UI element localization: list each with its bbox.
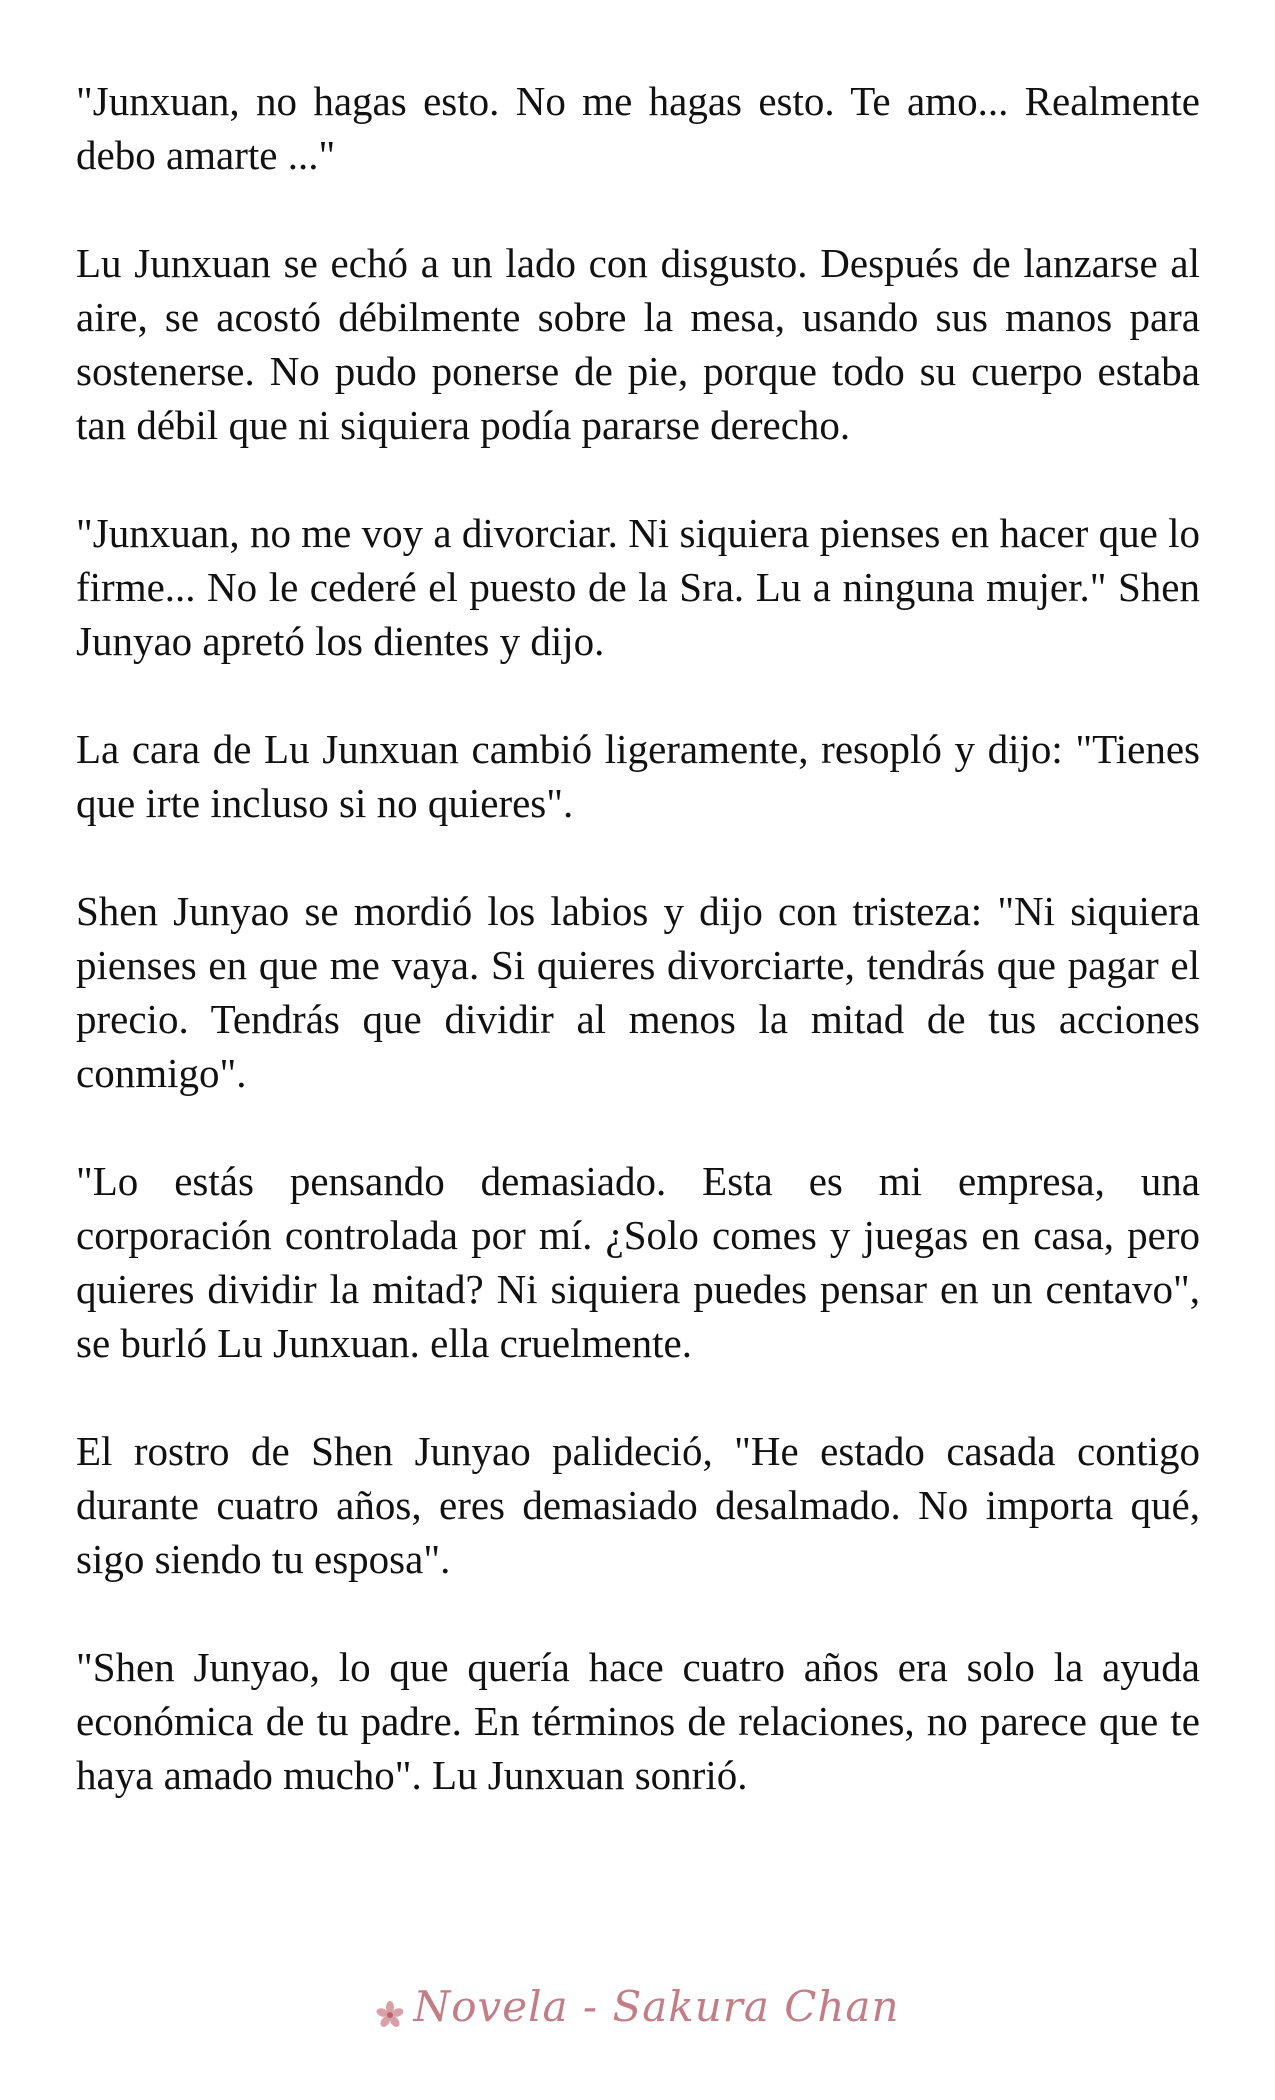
sakura-flower-icon [375,1991,405,2021]
paragraph-1: "Junxuan, no hagas esto. No me hagas esto. Te amo... Realmente debo amarte ..." [76,78,1200,178]
story-text [76,74,1200,1802]
paragraph-7: El rostro de Shen Junyao palideció, "He estado casada contigo durante cuatro años, eres demasiado desalmado. No importa qué, sigo siendo tu esposa". [76,1428,1200,1582]
paragraph-6: "Lo estás pensando demasiado. Esta es mi empresa, una corporación controlada por mí. ¿Solo comes y juegas en casa, pero quieres dividir la mitad? Ni siquiera puedes pensar en un centavo", se burló Lu Junxuan. ella cruelmente. [76,1158,1200,1366]
paragraph-2: Lu Junxuan se echó a un lado con disgusto. Después de lanzarse al aire, se acostó débilmente sobre la mesa, usando sus manos para sostenerse. No pudo ponerse de pie, porque todo su cuerpo estaba tan débil que ni siquiera podía pararse derecho. [76,240,1200,448]
watermark-text: Novela - Sakura Chan [413,1982,900,2031]
paragraph-5: Shen Junyao se mordió los labios y dijo con tristeza: "Ni siquiera pienses en que me vaya. Si quieres divorciarte, tendrás que pagar el precio. Tendrás que dividir al menos la mitad de tus acciones conmigo". [76,888,1200,1096]
paragraph-3: "Junxuan, no me voy a divorciar. Ni siquiera pienses en hacer que lo firme... No le cederé el puesto de la Sra. Lu a ninguna mujer." Shen Junyao apretó los dientes y dijo. [76,510,1200,664]
watermark [0,1982,1275,2032]
paragraph-4: La cara de Lu Junxuan cambió ligeramente, resopló y dijo: "Tienes que irte incluso si no quieres". [76,726,1200,826]
paragraph-8: "Shen Junyao, lo que quería hace cuatro años era solo la ayuda económica de tu padre. En términos de relaciones, no parece que te haya amado mucho". Lu Junxuan sonrió. [76,1644,1200,1798]
